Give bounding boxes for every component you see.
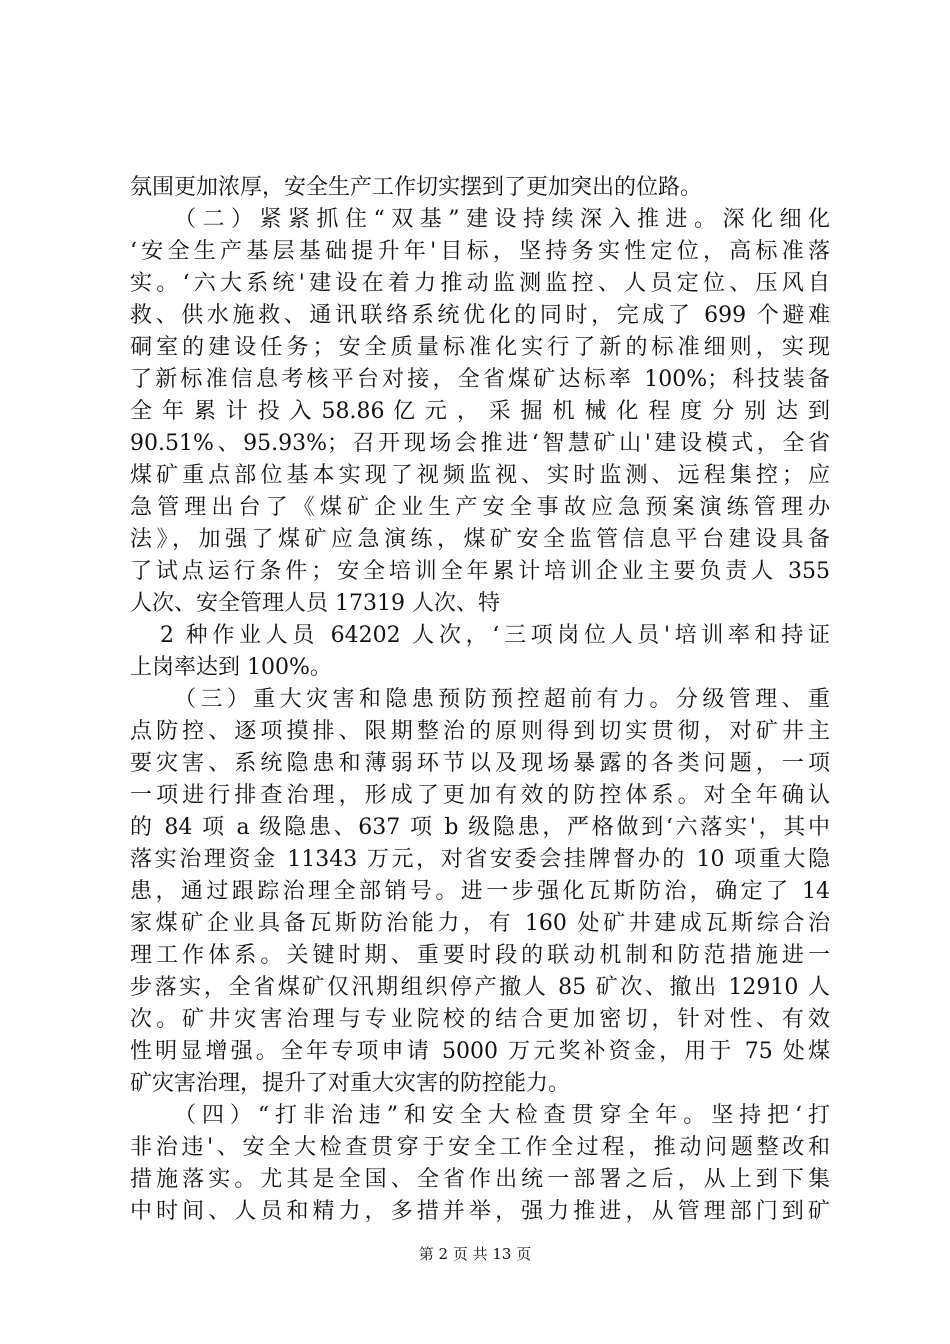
text-line: 的 84 项 a 级隐患、637 项 b 级隐患，严格做到‘六落实'，其中 [130, 815, 830, 840]
text-line: 全 年 累 计 投 入 58.86 亿 元 ， 采 掘 机 械 化 程 度 分 别 达 到 [130, 399, 830, 424]
text-line: 氛围更加浓厚，安全生产工作切实摆到了更加突出的位路。 [130, 175, 703, 200]
text-line: 矿灾害治理，提升了对重大灾害的防控能力。 [130, 1071, 571, 1096]
paragraph-heading-4: （四）“打非治违”和安全大检查贯穿全年。坚持把‘打 [174, 1103, 830, 1128]
text-line: 上岗率达到 100%。 [130, 655, 332, 680]
text-line: 煤矿重点部位基本实现了视频监视、实时监测、远程集控；应 [130, 463, 830, 488]
paragraph-heading-3: （三）重大灾害和隐患预防预控超前有力。分级管理、重 [174, 687, 830, 712]
page-number-footer: 第 2 页 共 13 页 [418, 1245, 532, 1263]
text-line: 非治违'、安全大检查贯穿于安全工作全过程，推动问题整改和 [130, 1135, 830, 1160]
text-line: ‘安全生产基层基础提升年'目标，坚持务实性定位，高标准落 [130, 239, 830, 264]
document-body [130, 172, 830, 1228]
text-line: 点防控、逐项摸排、限期整治的原则得到切实贯彻，对矿井主 [130, 719, 830, 744]
text-line: 要灾害、系统隐患和薄弱环节以及现场暴露的各类问题，一项 [130, 751, 830, 776]
text-line: 中时间、人员和精力，多措并举，强力推进，从管理部门到矿 [130, 1199, 830, 1224]
text-line: 2 种作业人员 64202 人次，‘三项岗位人员'培训率和持证 [160, 623, 830, 648]
text-line: 硐室的建设任务；安全质量标准化实行了新的标准细则，实现 [130, 335, 830, 360]
text-line: 实。‘六大系统'建设在着力推动监测监控、人员定位、压风自 [130, 271, 830, 296]
text-line: 了新标准信息考核平台对接，全省煤矿达标率 100%；科技装备 [130, 367, 830, 392]
paragraph-heading-2: （二）紧紧抓住“双基”建设持续深入推进。深化细化 [174, 207, 830, 232]
text-line: 人次、安全管理人员 17319 人次、特 [130, 591, 500, 616]
text-line: 性明显增强。全年专项申请 5000 万元奖补资金，用于 75 处煤 [130, 1039, 830, 1064]
text-line: 理工作体系。关键时期、重要时段的联动机制和防范措施进一 [130, 943, 830, 968]
text-line: 患，通过跟踪治理全部销号。进一步强化瓦斯防治，确定了 14 [130, 879, 830, 904]
text-line: 次。矿井灾害治理与专业院校的结合更加密切，针对性、有效 [130, 1007, 830, 1032]
text-line: 家煤矿企业具备瓦斯防治能力，有 160 处矿井建成瓦斯综合治 [130, 911, 830, 936]
text-line: 措施落实。尤其是全国、全省作出统一部署之后，从上到下集 [130, 1167, 830, 1192]
text-line: 急管理出台了《煤矿企业生产安全事故应急预案演练管理办 [130, 495, 830, 520]
text-line: 法》，加强了煤矿应急演练，煤矿安全监管信息平台建设具备 [130, 527, 830, 552]
text-line: 一项进行排查治理，形成了更加有效的防控体系。对全年确认 [130, 783, 830, 808]
text-line: 救、供水施救、通讯联络系统优化的同时，完成了 699 个避难 [130, 303, 830, 328]
text-line: 90.51%、95.93%；召开现场会推进‘智慧矿山'建设模式，全省 [130, 431, 830, 456]
text-line: 落实治理资金 11343 万元，对省安委会挂牌督办的 10 项重大隐 [130, 847, 830, 872]
text-line: 了试点运行条件；安全培训全年累计培训企业主要负责人 355 [130, 559, 830, 584]
text-line: 步落实，全省煤矿仅汛期组织停产撤人 85 矿次、撤出 12910 人 [130, 975, 830, 1000]
